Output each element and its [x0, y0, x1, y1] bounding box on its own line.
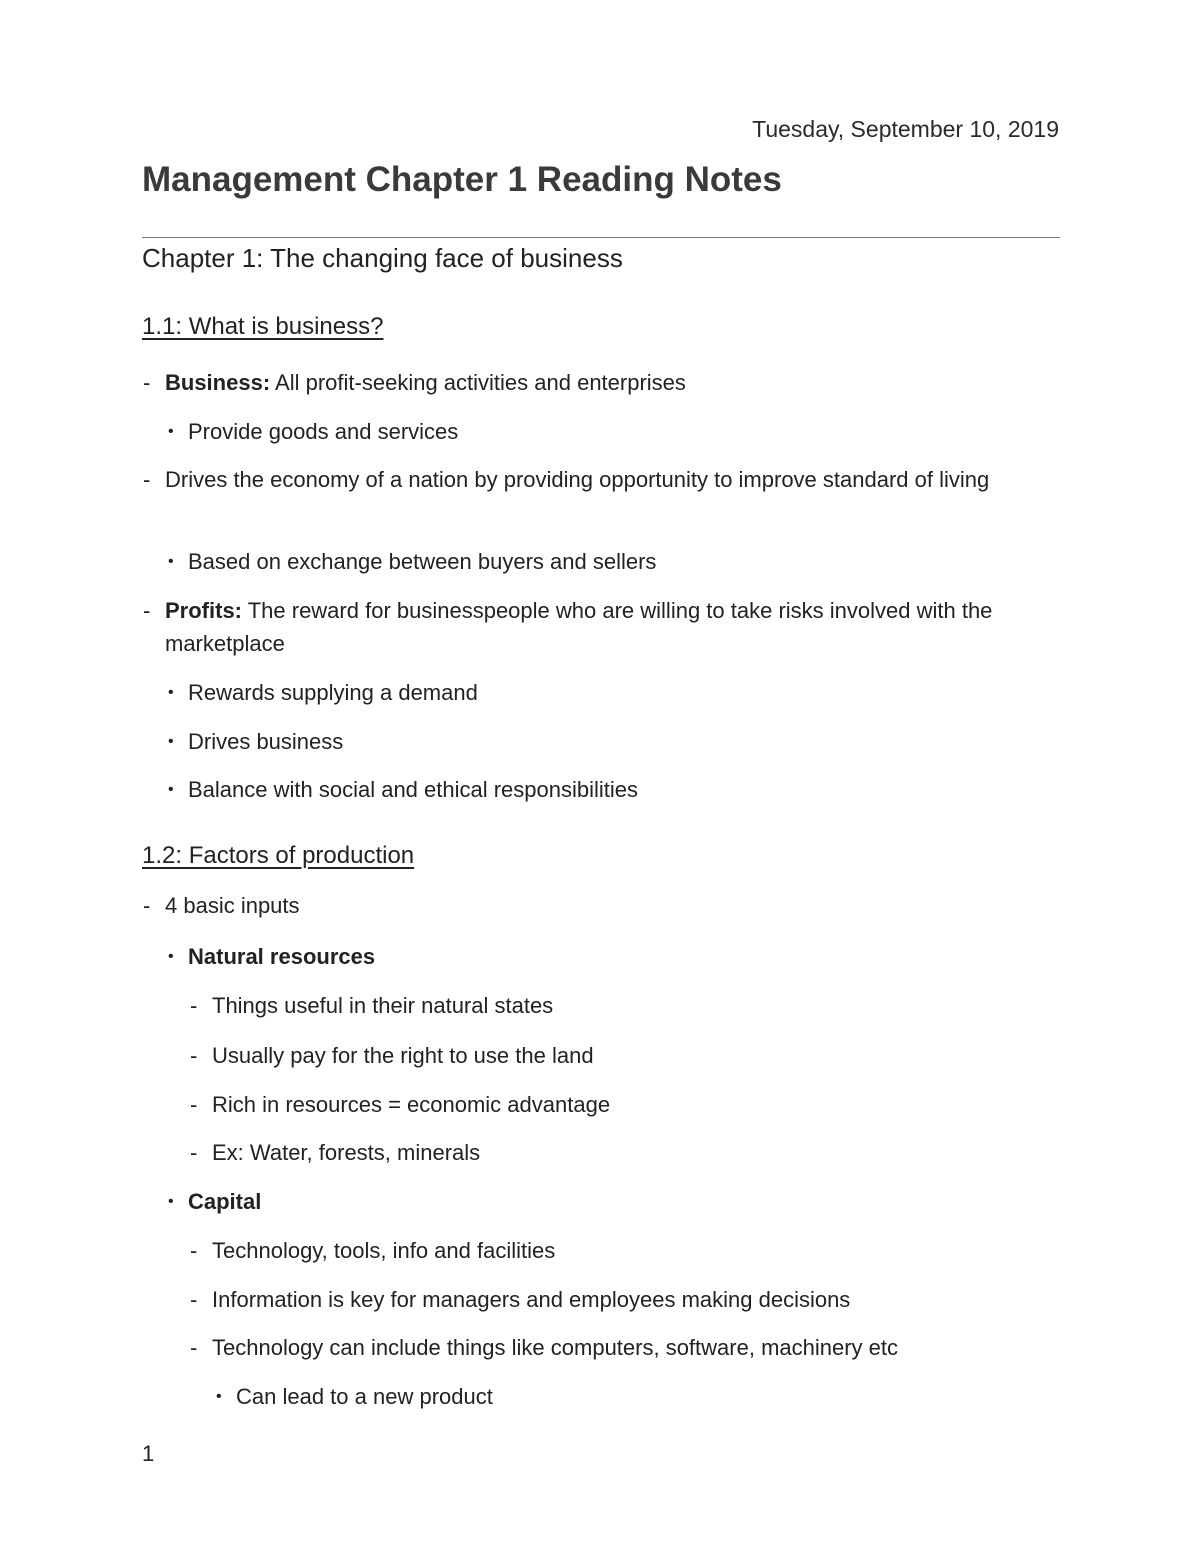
list-item [143, 463, 1015, 496]
list-item [168, 415, 1058, 448]
document-date: Tuesday, September 10, 2019 [752, 116, 1059, 142]
bullet-marker: • [168, 1193, 174, 1210]
list-item [143, 366, 1065, 399]
dash-marker: - [190, 1238, 198, 1263]
dash-marker: - [143, 893, 151, 918]
dash-marker: - [190, 993, 198, 1018]
list-item-text: Rich in resources = economic advantage [212, 1092, 611, 1117]
list-item-text: 4 basic inputs [165, 893, 300, 918]
list-item-text: Technology can include things like computers, software, machinery etc [212, 1335, 899, 1360]
list-item [190, 1136, 1062, 1169]
list-item-text: Drives the economy of a nation by providing opportunity to improve standard of living [165, 467, 990, 492]
bullet-marker: • [168, 423, 174, 440]
term-label: Business: [165, 370, 271, 395]
dash-marker: - [190, 1287, 198, 1312]
list-item-text: All profit-seeking activities and enterprises [270, 370, 686, 395]
list-item-text: Balance with social and ethical responsibilities [188, 777, 639, 802]
list-item [168, 545, 1058, 578]
bullet-marker: • [168, 553, 174, 570]
list-item-text: The reward for businesspeople who are willing to take risks involved with the marketplace [165, 598, 993, 656]
bullet-marker: • [168, 781, 174, 798]
dash-marker: - [190, 1043, 198, 1068]
list-item-text: Can lead to a new product [236, 1384, 493, 1409]
chapter-heading: Chapter 1: The changing face of business [142, 243, 623, 273]
dash-marker: - [143, 467, 151, 492]
list-item-text: Technology, tools, info and facilities [212, 1238, 556, 1263]
dash-marker: - [190, 1335, 198, 1360]
list-item [168, 676, 1058, 709]
document-title: Management Chapter 1 Reading Notes [142, 160, 782, 199]
bullet-marker: • [216, 1388, 222, 1405]
list-item [190, 1039, 1062, 1072]
list-item-text: Usually pay for the right to use the land [212, 1043, 594, 1068]
list-item [190, 1088, 1062, 1121]
list-item-text: Ex: Water, forests, minerals [212, 1140, 481, 1165]
list-item [190, 1234, 1062, 1267]
bullet-marker: • [168, 733, 174, 750]
list-item [168, 1185, 1058, 1218]
section-heading-1-2: 1.2: Factors of production [142, 842, 415, 869]
list-item-text: Drives business [188, 729, 344, 754]
dash-marker: - [190, 1140, 198, 1165]
list-item [216, 1380, 1056, 1413]
list-item [190, 1283, 1062, 1316]
list-item-text: Based on exchange between buyers and sellers [188, 549, 657, 574]
list-item [190, 1331, 1062, 1364]
page-number: 1 [142, 1441, 155, 1466]
list-item [190, 989, 1062, 1022]
list-item [143, 594, 1065, 660]
bullet-marker: • [168, 684, 174, 701]
list-item [168, 940, 1058, 973]
dash-marker: - [143, 598, 151, 623]
list-item-text: Things useful in their natural states [212, 993, 554, 1018]
dash-marker: - [190, 1092, 198, 1117]
list-item [168, 725, 1058, 758]
term-label: Natural resources [188, 944, 376, 969]
bullet-marker: • [168, 948, 174, 965]
list-item-text: Provide goods and services [188, 419, 459, 444]
list-item [168, 773, 1058, 806]
list-item [143, 889, 1065, 922]
title-divider [142, 237, 1060, 238]
term-label: Profits: [165, 598, 242, 623]
dash-marker: - [143, 370, 151, 395]
section-heading-1-1: 1.1: What is business? [142, 313, 384, 340]
list-item-text: Information is key for managers and employees making decisions [212, 1287, 851, 1312]
list-item-text: Rewards supplying a demand [188, 680, 478, 705]
term-label: Capital [188, 1189, 262, 1214]
